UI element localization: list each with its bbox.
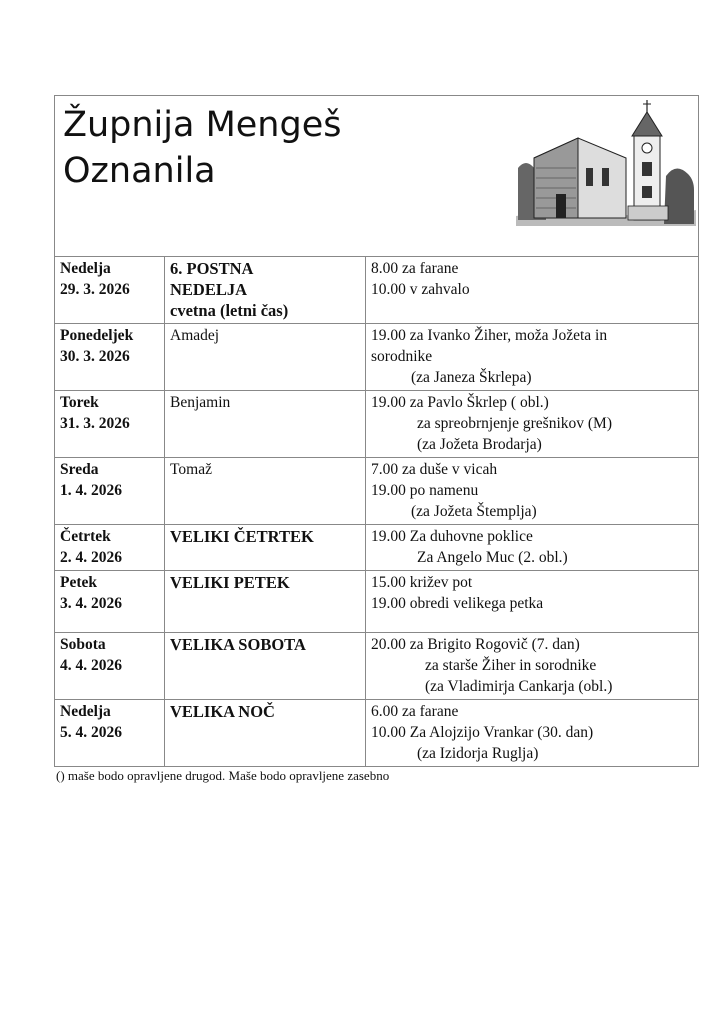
announcement-sheet	[54, 95, 699, 784]
feast-line: 6. POSTNA	[170, 259, 254, 278]
title-parish: Župnija Mengeš	[63, 105, 342, 145]
feast-line: VELIKA SOBOTA	[170, 635, 306, 654]
day-name: Nedelja	[60, 260, 111, 277]
header-box	[54, 95, 699, 256]
mass-cell	[366, 525, 699, 571]
page-title	[63, 102, 341, 194]
mass-cell	[366, 257, 699, 324]
mass-line: 6.00 za farane	[371, 703, 459, 720]
day-cell	[55, 458, 165, 525]
mass-cell	[366, 633, 699, 700]
feast-cell	[165, 257, 366, 324]
mass-line: za spreobrnjenje grešnikov (M)	[417, 415, 612, 432]
mass-cell	[366, 458, 699, 525]
feast-cell	[165, 633, 366, 700]
day-name: Sobota	[60, 636, 106, 653]
day-cell	[55, 571, 165, 633]
day-name: Torek	[60, 394, 99, 411]
feast-line: Tomaž	[170, 461, 212, 478]
feast-line: NEDELJA	[170, 280, 248, 299]
mass-line: 19.00 po namenu	[371, 482, 479, 499]
mass-line: 8.00 za farane	[371, 260, 459, 277]
mass-line: 19.00 Za duhovne poklice	[371, 528, 533, 545]
mass-line: 19.00 za Pavlo Škrlep ( obl.)	[371, 394, 549, 411]
mass-line: 15.00 križev pot	[371, 574, 473, 591]
day-date: 29. 3. 2026	[60, 281, 130, 298]
feast-line: cvetna (letni čas)	[170, 301, 289, 320]
feast-cell	[165, 525, 366, 571]
schedule-table	[54, 256, 699, 767]
mass-line: 19.00 za Ivanko Žiher, moža Jožeta in	[371, 327, 608, 344]
feast-cell	[165, 571, 366, 633]
day-cell	[55, 257, 165, 324]
schedule-row	[55, 700, 699, 767]
day-cell	[55, 324, 165, 391]
schedule-row	[55, 633, 699, 700]
schedule-row	[55, 571, 699, 633]
day-name: Četrtek	[60, 528, 111, 545]
mass-cell	[366, 571, 699, 633]
schedule-row	[55, 458, 699, 525]
schedule-row	[55, 391, 699, 458]
mass-line: 7.00 za duše v vicah	[371, 461, 498, 478]
title-announcements: Oznanila	[63, 151, 216, 191]
mass-line: (za Jožeta Brodarja)	[417, 436, 542, 453]
day-date: 30. 3. 2026	[60, 348, 130, 365]
footnote: () maše bodo opravljene drugod. Maše bodo opravljene zasebno	[56, 768, 390, 783]
day-date: 2. 4. 2026	[60, 549, 122, 566]
mass-line: (za Janeza Škrlepa)	[411, 369, 532, 386]
schedule-row	[55, 257, 699, 324]
feast-cell	[165, 391, 366, 458]
mass-line: (za Izidorja Ruglja)	[417, 745, 539, 762]
day-date: 4. 4. 2026	[60, 657, 122, 674]
feast-cell	[165, 700, 366, 767]
mass-line: (za Vladimirja Cankarja (obl.)	[425, 678, 613, 695]
mass-line: Za Angelo Muc (2. obl.)	[417, 549, 568, 566]
day-name: Ponedeljek	[60, 327, 134, 344]
day-name: Petek	[60, 574, 98, 591]
feast-line: VELIKI ČETRTEK	[170, 527, 314, 546]
mass-cell	[366, 700, 699, 767]
mass-cell	[366, 324, 699, 391]
feast-line: Amadej	[170, 327, 220, 344]
mass-line: za starše Žiher in sorodnike	[425, 657, 597, 674]
day-name: Sreda	[60, 461, 99, 478]
feast-line: VELIKI PETEK	[170, 573, 290, 592]
day-cell	[55, 525, 165, 571]
mass-line: 19.00 obredi velikega petka	[371, 595, 544, 612]
day-date: 31. 3. 2026	[60, 415, 130, 432]
mass-line: sorodnike	[371, 348, 433, 365]
day-cell	[55, 391, 165, 458]
feast-cell	[165, 458, 366, 525]
schedule-row	[55, 324, 699, 391]
mass-cell	[366, 391, 699, 458]
day-cell	[55, 700, 165, 767]
day-date: 5. 4. 2026	[60, 724, 122, 741]
day-name: Nedelja	[60, 703, 111, 720]
day-date: 1. 4. 2026	[60, 482, 122, 499]
mass-line: 10.00 v zahvalo	[371, 281, 470, 298]
mass-line: (za Jožeta Štemplja)	[411, 503, 537, 520]
mass-line: 10.00 Za Alojzijo Vrankar (30. dan)	[371, 724, 594, 741]
feast-cell	[165, 324, 366, 391]
day-date: 3. 4. 2026	[60, 595, 122, 612]
mass-line: 20.00 za Brigito Rogovič (7. dan)	[371, 636, 580, 653]
church-illustration	[516, 98, 696, 226]
feast-line: Benjamin	[170, 394, 231, 411]
day-cell	[55, 633, 165, 700]
feast-line: VELIKA NOČ	[170, 702, 275, 721]
schedule-row	[55, 525, 699, 571]
